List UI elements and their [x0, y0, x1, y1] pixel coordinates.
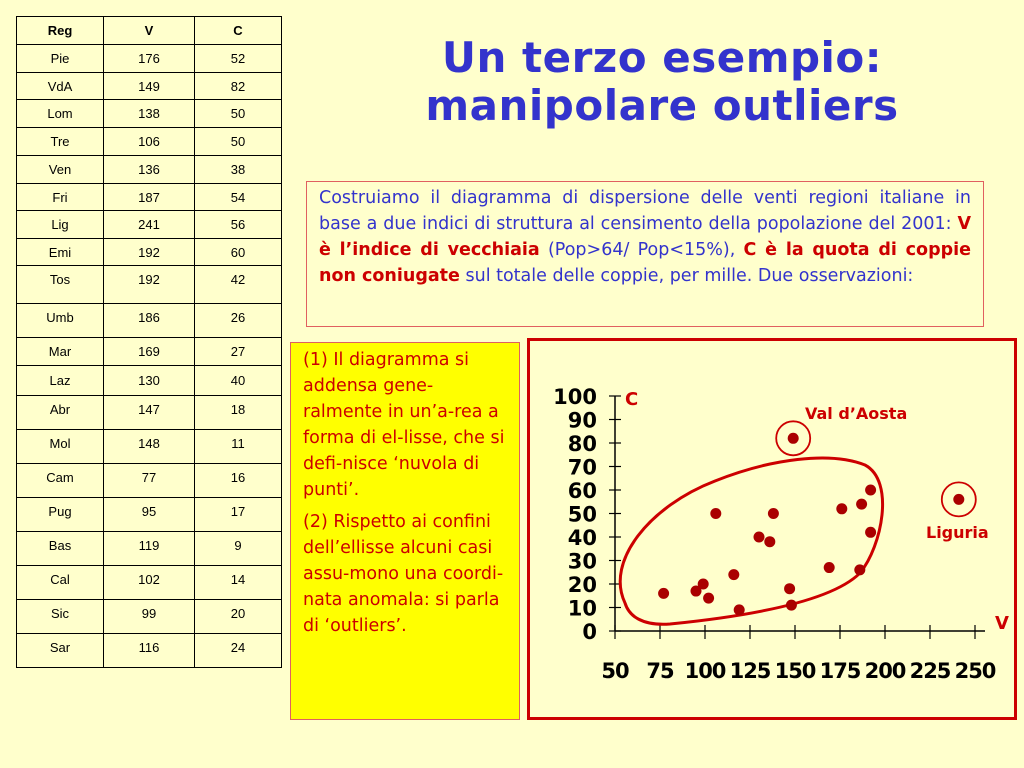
table-cell: 77	[104, 464, 195, 498]
notes-box	[290, 342, 520, 720]
scatter-chart-frame	[527, 338, 1017, 720]
table-cell: Tos	[17, 266, 104, 304]
table-cell: Laz	[17, 366, 104, 396]
scatter-chart	[530, 341, 1014, 717]
data-point	[698, 579, 709, 590]
table-row	[17, 100, 282, 128]
table-row	[17, 498, 282, 532]
data-point	[754, 532, 765, 543]
table-row	[17, 239, 282, 266]
table-cell: Sic	[17, 600, 104, 634]
table-cell: 95	[104, 498, 195, 532]
table-cell: Fri	[17, 184, 104, 211]
data-point	[703, 593, 714, 604]
x-tick-label: 125	[729, 659, 771, 683]
table-cell: Lig	[17, 211, 104, 239]
table-cell: 176	[104, 45, 195, 73]
data-point	[824, 562, 835, 573]
table-cell: Bas	[17, 532, 104, 566]
table-header-v: V	[104, 17, 195, 45]
table-cell: VdA	[17, 73, 104, 100]
table-row	[17, 211, 282, 239]
title-line-2: manipolare outliers	[425, 81, 899, 130]
table-cell: 106	[104, 128, 195, 156]
table-cell: Pie	[17, 45, 104, 73]
table-row	[17, 45, 282, 73]
table-cell: 130	[104, 366, 195, 396]
y-tick-label: 60	[567, 479, 597, 503]
table-cell: 138	[104, 100, 195, 128]
title-line-1: Un terzo esempio:	[441, 33, 883, 82]
description-box	[306, 181, 984, 327]
table-cell: 27	[195, 338, 282, 366]
table-cell: 50	[195, 100, 282, 128]
y-tick-label: 90	[567, 408, 597, 433]
table-cell: 149	[104, 73, 195, 100]
x-axis-label: V	[995, 613, 1009, 634]
y-tick-label: 80	[567, 432, 597, 456]
y-tick-label: 0	[582, 620, 597, 644]
y-axis-label: C	[625, 389, 639, 410]
y-tick-label: 20	[567, 573, 597, 597]
table-cell: 99	[104, 600, 195, 634]
table-cell: 116	[104, 634, 195, 668]
x-tick-label: 100	[684, 659, 726, 683]
table-row	[17, 73, 282, 100]
desc-text-3: sul totale delle coppie, per mille. Due osservazioni:	[459, 266, 914, 286]
table-cell: Sar	[17, 634, 104, 668]
table-cell: Cal	[17, 566, 104, 600]
desc-text-2: (Pop>64/ Pop<15%),	[539, 240, 744, 260]
data-point	[764, 536, 775, 547]
table-row	[17, 304, 282, 338]
note-2: (2) Rispetto ai confini dell’ellisse alcuni casi assu-mono una coordi-nata anomala: si parla di ‘outliers’.	[303, 512, 504, 636]
data-point	[658, 588, 669, 599]
page-title	[300, 34, 1024, 130]
table-header-row	[17, 17, 282, 45]
x-tick-label: 50	[601, 659, 629, 683]
annotation-liguria: Liguria	[926, 523, 989, 542]
x-tick-label: 150	[774, 659, 816, 683]
data-point	[865, 485, 876, 496]
table-cell: 40	[195, 366, 282, 396]
table-cell: 102	[104, 566, 195, 600]
y-tick-label: 70	[567, 455, 597, 480]
table-cell: 136	[104, 156, 195, 184]
table-cell: 17	[195, 498, 282, 532]
data-point	[865, 527, 876, 538]
data-point	[856, 499, 867, 510]
table-row	[17, 338, 282, 366]
x-tick-label: 250	[954, 659, 996, 683]
table-cell: 186	[104, 304, 195, 338]
data-point	[784, 583, 795, 594]
x-tick-label: 75	[646, 659, 674, 683]
desc-text-1: Costruiamo il diagramma di dispersione delle venti regioni italiane in base a due indici di struttura al censimento della popolazione del 2001:	[319, 188, 971, 234]
table-cell: 54	[195, 184, 282, 211]
note-1: (1) Il diagramma si addensa gene-ralmente in un’a-rea a forma di el-lisse, che si defi-nisce ‘nuvola di punti’.	[303, 350, 505, 500]
y-tick-label: 100	[553, 385, 597, 409]
y-tick-label: 50	[567, 502, 597, 527]
table-cell: 42	[195, 266, 282, 304]
x-tick-label: 200	[864, 659, 906, 683]
table-cell: 26	[195, 304, 282, 338]
table-row	[17, 532, 282, 566]
table-row	[17, 566, 282, 600]
table-cell: 147	[104, 396, 195, 430]
table-row	[17, 396, 282, 430]
y-tick-label: 10	[567, 596, 597, 621]
table-cell: 192	[104, 266, 195, 304]
table-row	[17, 156, 282, 184]
data-point	[836, 503, 847, 514]
x-tick-label: 175	[819, 659, 861, 683]
table-cell: 192	[104, 239, 195, 266]
table-cell: 169	[104, 338, 195, 366]
table-row	[17, 634, 282, 668]
table-cell: Abr	[17, 396, 104, 430]
table-cell: 52	[195, 45, 282, 73]
table-cell: 56	[195, 211, 282, 239]
table-cell: 241	[104, 211, 195, 239]
data-point	[768, 508, 779, 519]
table-cell: Tre	[17, 128, 104, 156]
data-point	[953, 494, 964, 505]
desc-v-definition: V è l’indice di vecchiaia	[319, 214, 971, 260]
y-tick-label: 40	[567, 526, 597, 550]
data-table	[16, 16, 282, 668]
y-tick-label: 30	[567, 549, 597, 574]
table-cell: Cam	[17, 464, 104, 498]
table-cell: Umb	[17, 304, 104, 338]
table-cell: 50	[195, 128, 282, 156]
table-header-reg: Reg	[17, 17, 104, 45]
table-row	[17, 366, 282, 396]
table-row	[17, 266, 282, 304]
table-cell: Mol	[17, 430, 104, 464]
table-cell: 18	[195, 396, 282, 430]
table-row	[17, 128, 282, 156]
data-point	[788, 433, 799, 444]
table-cell: 11	[195, 430, 282, 464]
table-cell: 119	[104, 532, 195, 566]
x-tick-label: 225	[909, 659, 951, 683]
cloud-ellipse	[620, 458, 882, 624]
data-point	[710, 508, 721, 519]
table-cell: 20	[195, 600, 282, 634]
table-cell: 60	[195, 239, 282, 266]
table-cell: Pug	[17, 498, 104, 532]
table-cell: 38	[195, 156, 282, 184]
table-cell: 187	[104, 184, 195, 211]
data-point	[854, 564, 865, 575]
table-row	[17, 464, 282, 498]
table-row	[17, 430, 282, 464]
table-header-c: C	[195, 17, 282, 45]
table-cell: 14	[195, 566, 282, 600]
data-point	[728, 569, 739, 580]
data-point	[786, 600, 797, 611]
table-cell: 9	[195, 532, 282, 566]
desc-c-definition: C è la quota di coppie non coniugate	[319, 240, 971, 286]
table-cell: Ven	[17, 156, 104, 184]
table-cell: Lom	[17, 100, 104, 128]
table-cell: Mar	[17, 338, 104, 366]
table-row	[17, 184, 282, 211]
annotation-val-daosta: Val d’Aosta	[805, 404, 908, 423]
data-point	[734, 604, 745, 615]
table-cell: 16	[195, 464, 282, 498]
table-cell: 82	[195, 73, 282, 100]
table-cell: 24	[195, 634, 282, 668]
table-row	[17, 600, 282, 634]
table-cell: Emi	[17, 239, 104, 266]
table-cell: 148	[104, 430, 195, 464]
